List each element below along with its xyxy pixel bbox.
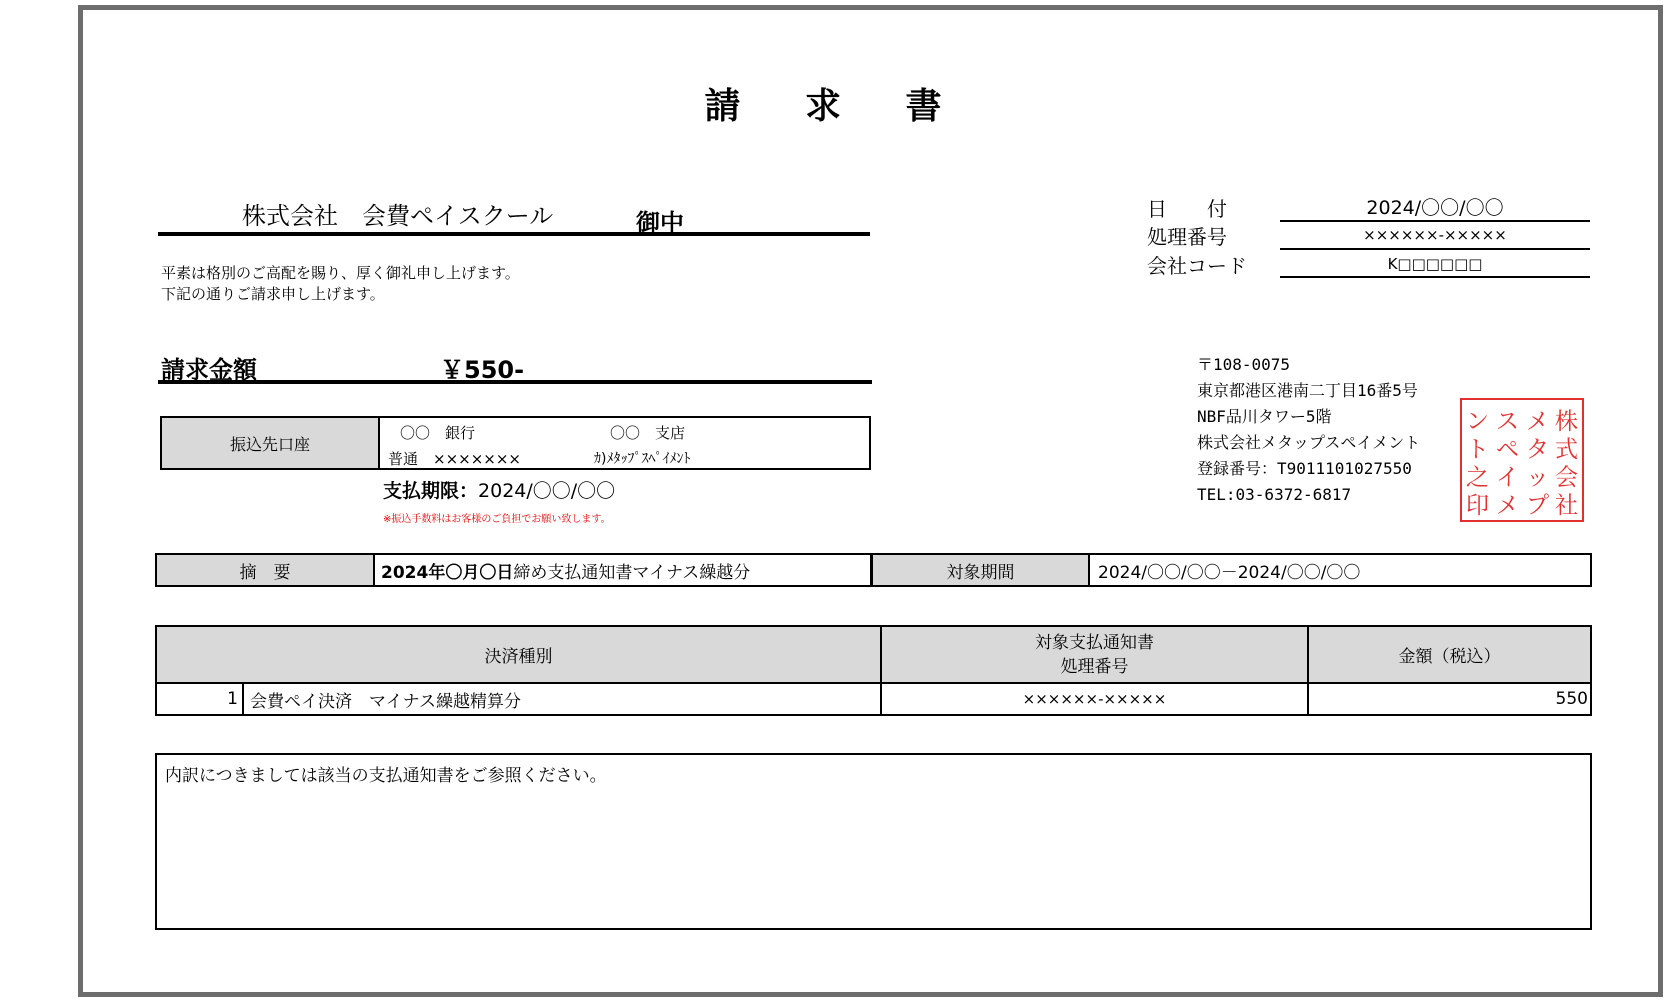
table-header-notice xyxy=(882,627,1309,682)
billing-amount-underline xyxy=(158,380,872,384)
seal-column-2: メ xyxy=(1525,408,1550,436)
issuer-address-2: NBF品川タワー5階 xyxy=(1197,407,1332,426)
issuer-registration: 登録番号：T9011101027550 xyxy=(1197,459,1412,478)
bank-name: 〇〇 銀行 xyxy=(400,424,476,442)
date-value: 2024/〇〇/〇〇 xyxy=(1366,197,1504,219)
company-code-label: 会社コード xyxy=(1147,254,1247,278)
svg-text:ト: ト xyxy=(1465,436,1490,464)
company-code-value: K□□□□□□ xyxy=(1387,255,1483,273)
bank-account-header: 振込先口座 xyxy=(162,418,380,468)
svg-text:社: 社 xyxy=(1554,492,1579,520)
table-header-row xyxy=(157,627,1590,684)
seal-column-1: 株 xyxy=(1554,408,1579,436)
recipient-name: 株式会社 会費ペイスクール xyxy=(242,202,554,230)
bank-branch: 〇〇 支店 xyxy=(610,424,686,442)
payment-table xyxy=(155,625,1592,716)
summary-value-text: 締め支払通知書マイナス繰越分 xyxy=(513,562,751,583)
svg-text:イ: イ xyxy=(1495,464,1520,492)
recipient-underline xyxy=(158,232,870,236)
row-payment-type: 会費ペイ決済 マイナス繰越精算分 xyxy=(244,684,882,714)
greeting-line-2: 下記の通りご請求申し上げます。 xyxy=(161,285,385,303)
seal-column-3: ス xyxy=(1495,408,1520,436)
table-header-amount: 金額（税込） xyxy=(1398,647,1501,667)
date-underline xyxy=(1280,220,1590,222)
bank-account-box xyxy=(160,416,871,470)
svg-text:ペ: ペ xyxy=(1495,436,1520,464)
process-number-label: 処理番号 xyxy=(1147,225,1227,249)
document-title: 請 求 書 xyxy=(704,86,968,127)
recipient-honorific: 御中 xyxy=(636,209,684,237)
fee-note: ※振込手数料はお客様のご負担でお願い致します。 xyxy=(383,514,611,525)
payment-due-label: 支払期限： xyxy=(383,480,479,502)
payment-due xyxy=(383,476,615,503)
svg-text:ッ: ッ xyxy=(1525,464,1550,492)
memo-box: 内訳につきましては該当の支払通知書をご参照ください。 xyxy=(155,753,1592,930)
table-header-notice-line-2: 処理番号 xyxy=(1060,656,1129,677)
summary-row xyxy=(155,553,1592,587)
payment-due-value: 2024/〇〇/〇〇 xyxy=(478,480,616,502)
company-seal-icon xyxy=(1460,398,1584,522)
seal-column-4: ン xyxy=(1465,408,1490,436)
svg-text:会: 会 xyxy=(1554,464,1579,492)
row-amount: 550 xyxy=(1555,689,1588,709)
row-number: 1 xyxy=(157,684,244,714)
period-value: 2024/〇〇/〇〇－2024/〇〇/〇〇 xyxy=(1098,562,1361,583)
issuer-info xyxy=(1197,352,1420,508)
svg-text:メ: メ xyxy=(1495,492,1520,520)
row-notice-number: ××××××-××××× xyxy=(882,684,1309,714)
svg-text:タ: タ xyxy=(1525,436,1550,464)
issuer-company: 株式会社メタップスペイメント xyxy=(1197,433,1421,452)
table-header-type: 決済種別 xyxy=(157,627,882,682)
process-number-underline xyxy=(1280,248,1590,250)
table-row xyxy=(157,684,1590,714)
company-code-underline xyxy=(1280,276,1590,278)
summary-label: 摘 要 xyxy=(157,555,375,585)
account-holder: ｶ)ﾒﾀｯﾌﾟｽﾍﾟｲﾒﾝﾄ xyxy=(594,451,691,467)
summary-value xyxy=(375,555,873,585)
bank-account-details xyxy=(380,418,869,468)
svg-text:式: 式 xyxy=(1554,436,1579,464)
issuer-postal: 〒108-0075 xyxy=(1197,355,1291,374)
svg-text:印: 印 xyxy=(1465,492,1490,520)
summary-value-date: 2024年〇月〇日 xyxy=(381,562,514,583)
greeting-line-1: 平素は格別のご高配を賜り、厚く御礼申し上げます。 xyxy=(161,264,520,282)
greeting xyxy=(161,263,520,305)
billing-amount-value: ￥550- xyxy=(440,356,525,384)
svg-text:之: 之 xyxy=(1465,464,1490,492)
svg-text:プ: プ xyxy=(1525,492,1550,520)
account-type-number: 普通 ××××××× xyxy=(388,450,521,468)
table-header-notice-line-1: 対象支払通知書 xyxy=(1035,632,1154,653)
billing-amount-label: 請求金額 xyxy=(161,356,257,384)
issuer-tel: TEL:03-6372-6817 xyxy=(1197,485,1352,504)
process-number-value: ××××××-××××× xyxy=(1363,226,1507,244)
date-label: 日 付 xyxy=(1147,197,1227,221)
issuer-address-1: 東京都港区港南二丁目16番5号 xyxy=(1197,381,1418,400)
period-label: 対象期間 xyxy=(873,555,1090,585)
